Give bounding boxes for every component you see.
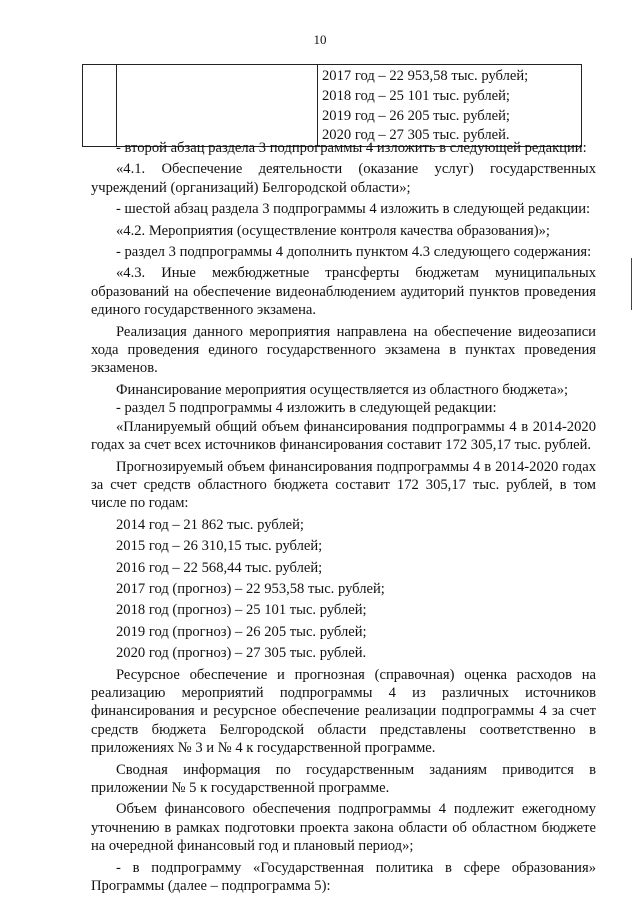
paragraph: - шестой абзац раздела 3 подпрограммы 4 изложить в следующей редакции: [116,201,591,218]
paragraph: Ресурсное обеспечение и прогнозная (справочная) оценка расходов на реализацию мероприятий подпрограммы 4 из различных источников финансирования и ресурсное обеспечение реализации подпрограммы 4 за счет средств бюджета Белгородской области представлены соответственно в приложениях № 3 и № 4 к государственной программе. [91,666,596,757]
year-line: 2014 год – 21 862 тыс. рублей; [116,516,304,533]
table-line: 2020 год – 27 305 тыс. рублей. [322,127,510,144]
year-line: 2016 год – 22 568,44 тыс. рублей; [116,559,323,576]
table-line: 2019 год – 26 205 тыс. рублей; [322,107,510,124]
table-cell-empty [117,65,318,147]
year-line: 2018 год (прогноз) – 25 101 тыс. рублей; [116,602,367,619]
paragraph: Реализация данного мероприятия направлена на обеспечение видеозаписи хода проведения единого государственного экзамена в пунктах проведения экзаменов. [91,323,596,377]
year-line: 2020 год (прогноз) – 27 305 тыс. рублей. [116,645,367,662]
document-body [91,139,596,895]
paragraph: «4.1. Обеспечение деятельности (оказание услуг) государственных учреждений (организаций) Белгородской области»; [91,161,596,196]
paragraph: - второй абзац раздела 3 подпрограммы 4 изложить в следующей редакции: [116,140,587,156]
paragraph: - в подпрограмму «Государственная политика в сфере образования» Программы (далее – подпрограмма 5): [91,859,596,895]
paragraph: Объем финансового обеспечения подпрограммы 4 подлежит ежегодному уточнению в рамках подготовки проекта закона области об областном бюджете на очередной финансовый год и плановый период»; [91,801,596,855]
paragraph: «4.2. Мероприятия (осуществление контроля качества образования)»; [116,222,550,239]
table-cell-amounts [318,65,582,147]
paragraph: Финансирование мероприятия осуществляется из областного бюджета»; [116,381,569,398]
page-number: 10 [313,32,327,47]
table-cell-empty [83,65,117,147]
year-line: 2015 год – 26 310,15 тыс. рублей; [116,538,323,555]
year-line: 2017 год (прогноз) – 22 953,58 тыс. рублей; [116,580,385,597]
paragraph: - раздел 3 подпрограммы 4 дополнить пунктом 4.3 следующего содержания: [116,244,592,261]
financing-table [82,64,582,147]
table-line: 2017 год – 22 953,58 тыс. рублей; [322,68,529,84]
paragraph: Сводная информация по государственным заданиям приводится в приложении № 5 к государственной программе. [91,761,596,796]
paragraph: - раздел 5 подпрограммы 4 изложить в следующей редакции: [116,400,497,417]
table-line: 2018 год – 25 101 тыс. рублей; [322,87,510,104]
paragraph: «4.3. Иные межбюджетные трансферты бюджетам муниципальных образований на обеспечение видеонаблюдением аудиторий пунктов проведения единого государственного экзамена. [91,265,596,319]
paragraph: «Планируемый общий объем финансирования подпрограммы 4 в 2014-2020 годах за счет всех источников финансирования составит 172 305,17 тыс. рублей. [91,418,596,454]
margin-mark [631,258,632,310]
year-line: 2019 год (прогноз) – 26 205 тыс. рублей; [116,623,367,640]
paragraph: Прогнозируемый объем финансирования подпрограммы 4 в 2014-2020 годах за счет средств областного бюджета составит 172 305,17 тыс. рублей, в том числе по годам: [91,458,596,512]
table-row [83,65,582,147]
